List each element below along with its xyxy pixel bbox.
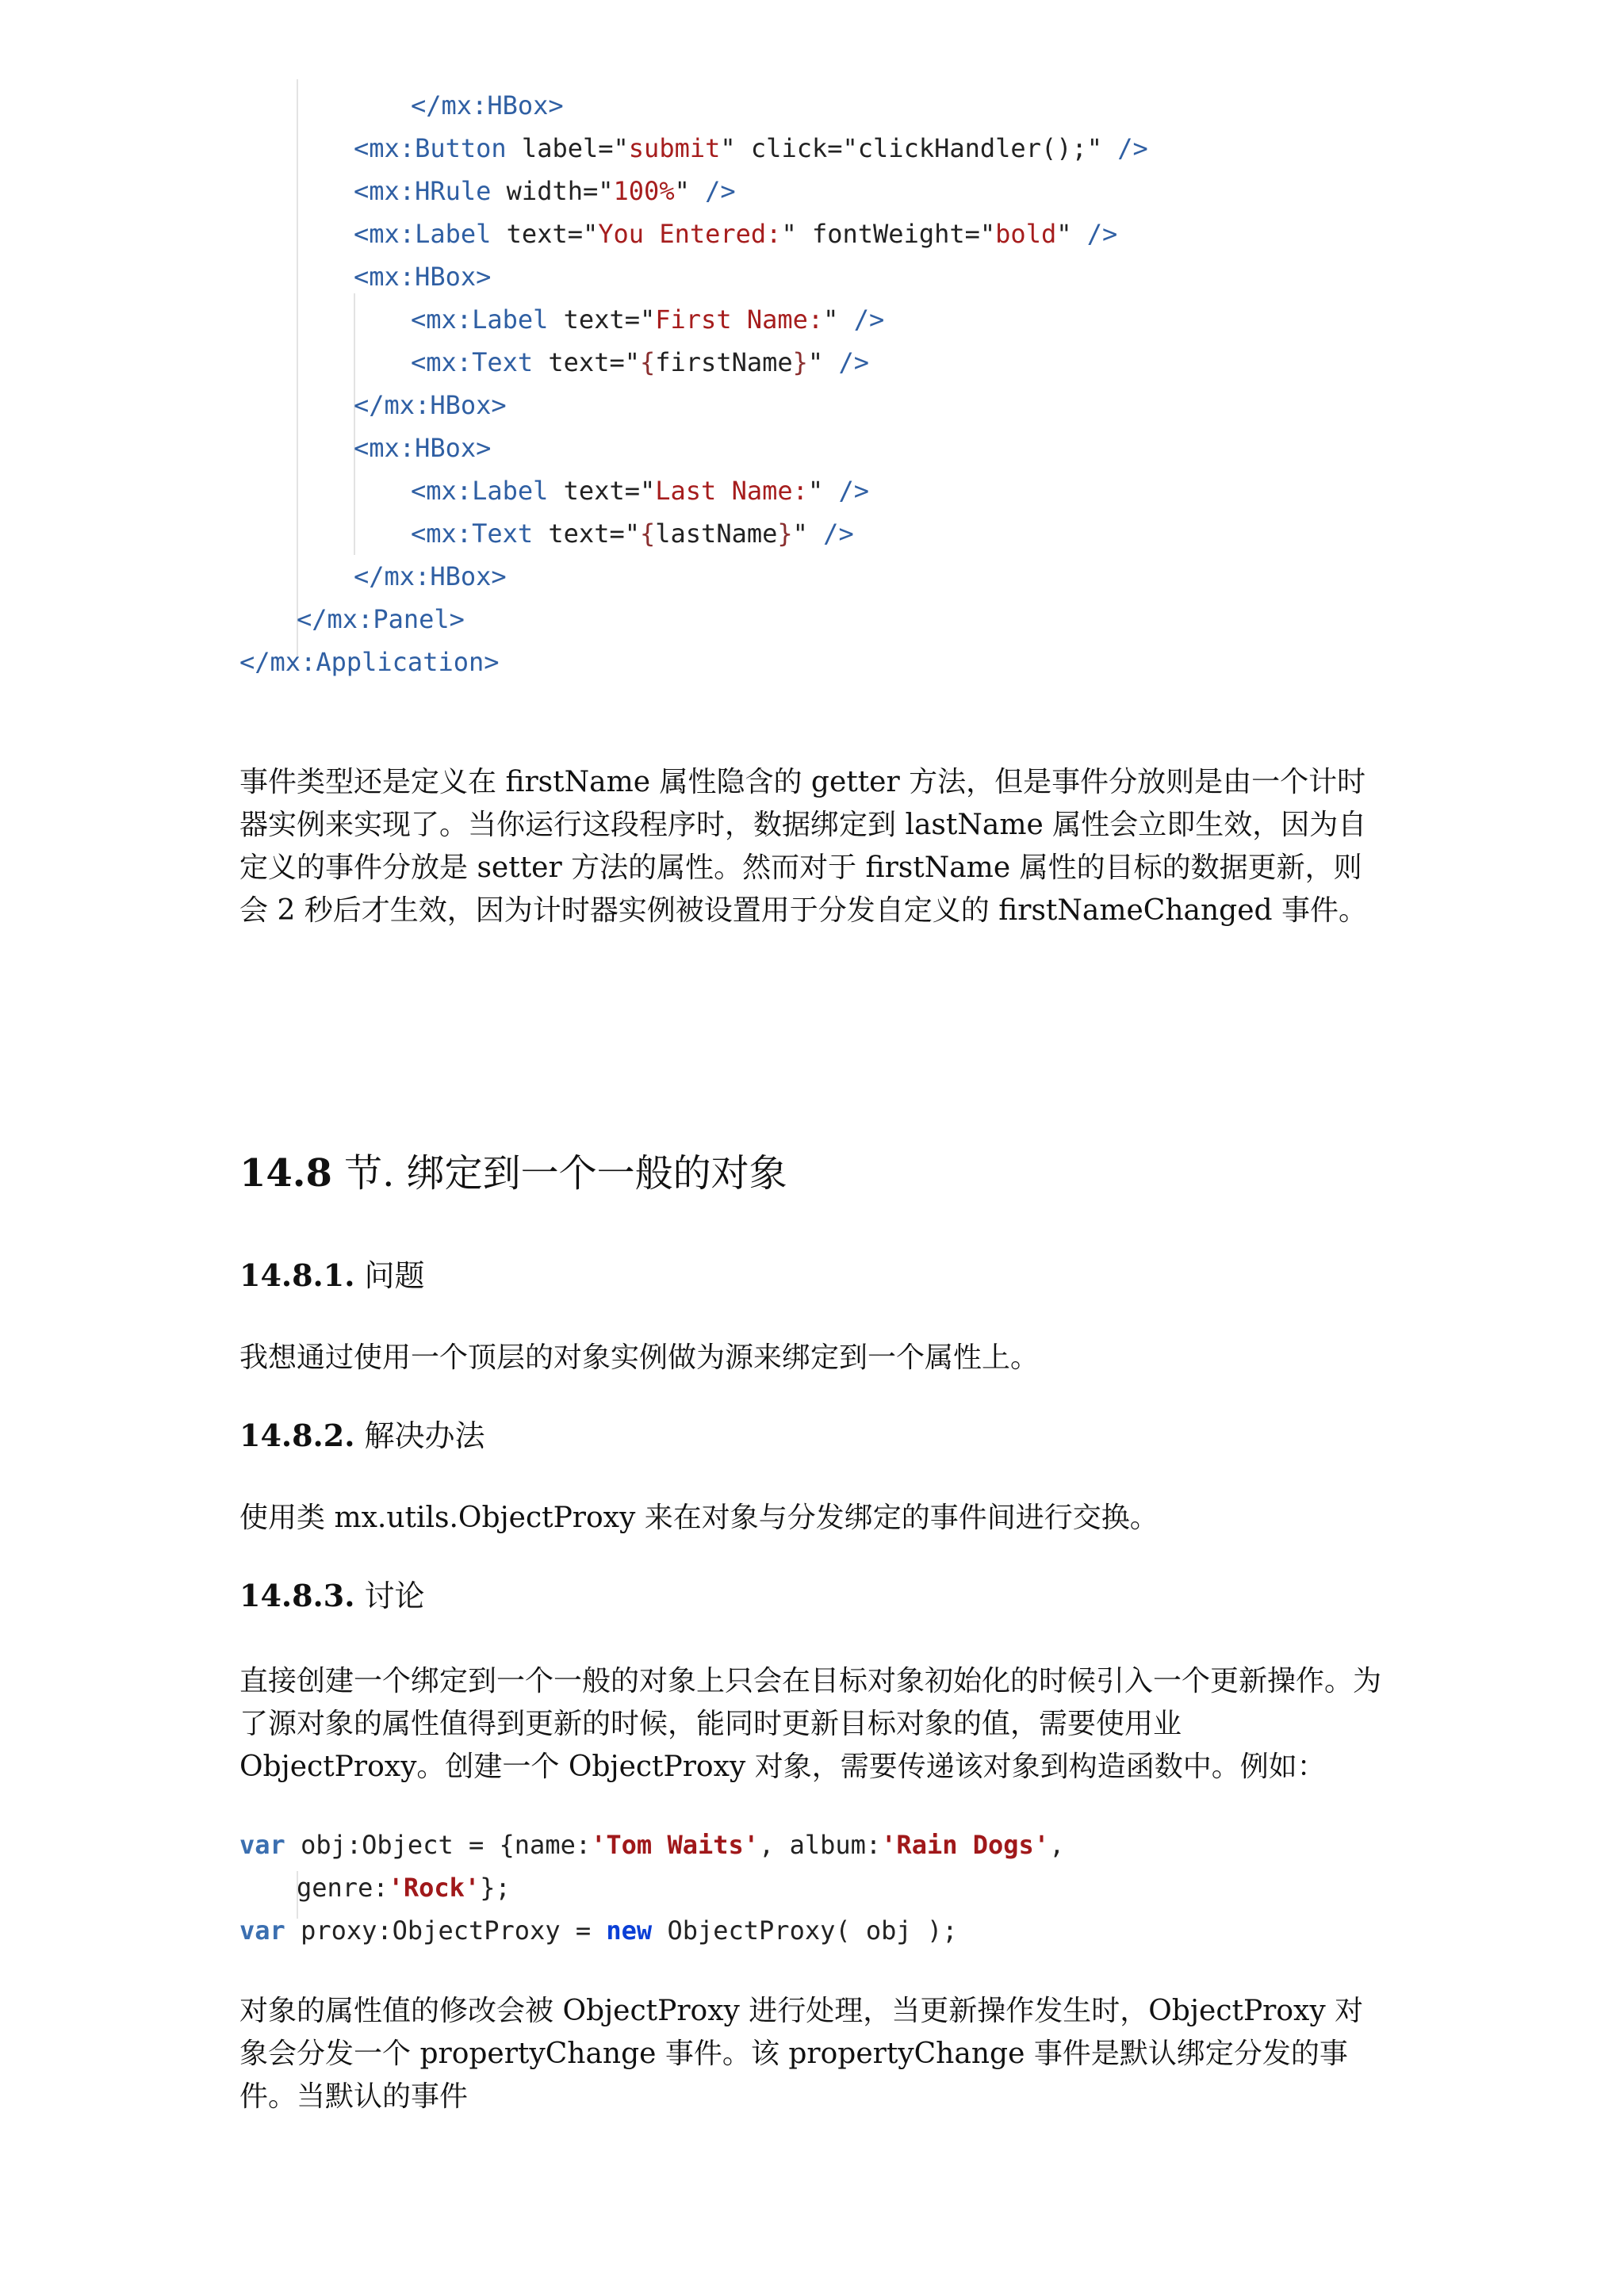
code-token: /> bbox=[838, 476, 869, 506]
subsection-heading-solution bbox=[239, 1414, 485, 1457]
code-token: , bbox=[1049, 1830, 1065, 1860]
paragraph-discussion: 直接创建一个绑定到一个一般的对象上只会在目标对象初始化的时候引入一个更新操作。为了源对象的属性值得到更新的时候，能同时更新目标对象的值，需要使用业 ObjectProxy。创建一个 ObjectProxy 对象，需要传递该对象到构造函数中。例如： bbox=[239, 1665, 1382, 1783]
code-token: </mx:Application> bbox=[239, 647, 500, 677]
code-token: 'Tom Waits' bbox=[591, 1830, 760, 1860]
code-token: text=" bbox=[491, 219, 599, 249]
subsection-title: 讨论 bbox=[354, 1578, 425, 1613]
code-line bbox=[354, 170, 736, 212]
code-token: " bbox=[792, 519, 824, 549]
code-line bbox=[354, 212, 1117, 255]
code-token: label=" bbox=[506, 133, 629, 163]
code-line bbox=[239, 1909, 957, 1952]
subsection-heading-discussion bbox=[239, 1575, 425, 1617]
code-token: ObjectProxy( obj ); bbox=[652, 1915, 958, 1946]
code-token: You Entered: bbox=[598, 219, 782, 249]
code-token: <mx:Button bbox=[354, 133, 507, 163]
paragraph-objectproxy: 对象的属性值的修改会被 ObjectProxy 进行处理，当更新操作发生时，ObjectProxy 对象会分发一个 propertyChange 事件。该 propertyChange 事件是默认绑定分发的事件。当默认的事件 bbox=[239, 1995, 1364, 2113]
code-token: <mx:Text bbox=[411, 347, 534, 377]
code-token: <mx:Text bbox=[411, 519, 534, 549]
code-token: } bbox=[777, 519, 793, 549]
code-token: text=" bbox=[548, 304, 656, 335]
code-line bbox=[239, 1823, 1064, 1866]
code-token: new bbox=[606, 1915, 653, 1946]
code-token: " fontWeight=" bbox=[781, 219, 996, 249]
code-token: obj:Object = {name: bbox=[285, 1830, 592, 1860]
code-token: " click="clickHandler();" bbox=[720, 133, 1118, 163]
code-line bbox=[297, 598, 465, 641]
code-token: } bbox=[792, 347, 808, 377]
code-token: text=" bbox=[533, 347, 640, 377]
code-token: 'Rain Dogs' bbox=[881, 1830, 1050, 1860]
code-line bbox=[411, 512, 854, 555]
paragraph-solution: 使用类 mx.utils.ObjectProxy 来在对象与分发绑定的事件间进行交换。 bbox=[239, 1502, 1159, 1534]
section-number: 14.8 bbox=[239, 1151, 332, 1196]
code-token: <mx:Label bbox=[411, 476, 549, 506]
subsection-number: 14.8.1. bbox=[239, 1257, 355, 1293]
code-token: 'Rock' bbox=[388, 1873, 481, 1903]
code-token: <mx:HBox> bbox=[354, 433, 492, 463]
code-line bbox=[297, 1866, 511, 1909]
code-line bbox=[354, 427, 491, 469]
code-token: 100% bbox=[613, 176, 675, 206]
code-token: <mx:Label bbox=[354, 219, 492, 249]
code-token: First Name: bbox=[655, 304, 824, 335]
code-token: </mx:HBox> bbox=[411, 90, 564, 121]
code-line bbox=[411, 298, 884, 341]
code-token: </mx:HBox> bbox=[354, 561, 507, 591]
code-token: /> bbox=[1086, 219, 1118, 249]
code-line bbox=[411, 84, 564, 127]
code-line bbox=[354, 384, 507, 427]
subsection-title: 问题 bbox=[354, 1258, 425, 1293]
code-token: </mx:HBox> bbox=[354, 390, 507, 420]
code-line bbox=[354, 555, 507, 598]
code-token: " bbox=[1056, 219, 1087, 249]
indent-guide bbox=[297, 79, 298, 658]
code-token: Last Name: bbox=[655, 476, 808, 506]
code-token: { bbox=[639, 347, 656, 377]
code-token: text=" bbox=[533, 519, 640, 549]
section-heading bbox=[239, 1148, 787, 1199]
code-token: firstName bbox=[655, 347, 793, 377]
code-token: var bbox=[239, 1830, 285, 1860]
code-token: /> bbox=[853, 304, 885, 335]
code-token: <mx:HRule bbox=[354, 176, 492, 206]
code-line bbox=[239, 641, 500, 683]
paragraph-problem: 我想通过使用一个顶层的对象实例做为源来绑定到一个属性上。 bbox=[239, 1341, 1040, 1374]
code-token: /> bbox=[705, 176, 736, 206]
code-token: " bbox=[823, 304, 854, 335]
code-line bbox=[354, 127, 1148, 170]
code-line bbox=[411, 469, 869, 512]
subsection-number: 14.8.3. bbox=[239, 1578, 355, 1613]
code-token: <mx:Label bbox=[411, 304, 549, 335]
code-token: " bbox=[807, 347, 839, 377]
code-token: proxy:ObjectProxy = bbox=[285, 1915, 607, 1946]
code-line bbox=[354, 255, 491, 298]
code-token: , album: bbox=[759, 1830, 882, 1860]
code-token: { bbox=[639, 519, 656, 549]
code-token: " bbox=[674, 176, 706, 206]
code-token: width=" bbox=[491, 176, 614, 206]
code-token: text=" bbox=[548, 476, 656, 506]
subsection-number: 14.8.2. bbox=[239, 1418, 355, 1453]
code-token: }; bbox=[480, 1873, 511, 1903]
code-token: " bbox=[807, 476, 839, 506]
code-token: bold bbox=[995, 219, 1057, 249]
code-token: lastName bbox=[655, 519, 778, 549]
code-token: var bbox=[239, 1915, 285, 1946]
paragraph-event-explanation: 事件类型还是定义在 firstName 属性隐含的 getter 方法，但是事件分放则是由一个计时器实例来实现了。当你运行这段程序时，数据绑定到 lastName 属性会立即生效，因为自定义的事件分放是 setter 方法的属性。然而对于 firstName 属性的目标的数据更新，则会 2 秒后才生效，因为计时器实例被设置用于分发自定义的 firstNameChanged 事件。 bbox=[239, 766, 1368, 927]
section-title: 节. 绑定到一个一般的对象 bbox=[331, 1151, 787, 1196]
code-token: /> bbox=[1117, 133, 1148, 163]
subsection-heading-problem bbox=[239, 1254, 425, 1297]
code-token: /> bbox=[823, 519, 854, 549]
code-token: /> bbox=[838, 347, 869, 377]
code-token: </mx:Panel> bbox=[297, 604, 465, 634]
code-token: genre: bbox=[297, 1873, 389, 1903]
code-token: submit bbox=[628, 133, 721, 163]
code-token: <mx:HBox> bbox=[354, 262, 492, 292]
indent-guide bbox=[354, 468, 355, 555]
code-line bbox=[411, 341, 869, 384]
subsection-title: 解决办法 bbox=[354, 1418, 485, 1453]
